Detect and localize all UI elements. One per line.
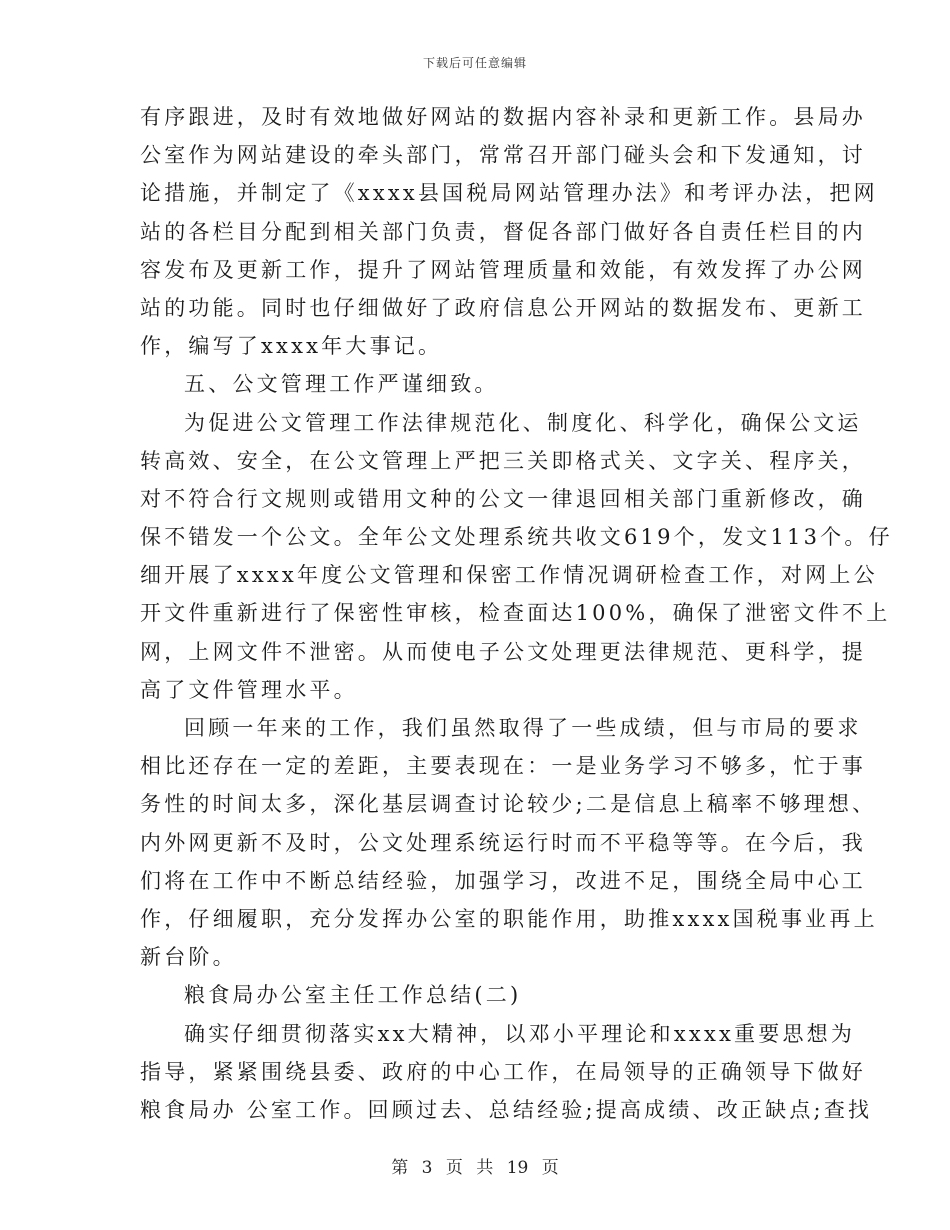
text-line: 论措施，并制定了《xxxx县国税局网站管理办法》和考评办法，把网 [140, 181, 878, 206]
text-line: 确实仔细贯彻落实xx大精神，以邓小平理论和xxxx重要思想为 [184, 1021, 856, 1046]
text-line: 转高效、安全，在公文管理上严把三关即格式关、文字关、程序关， [140, 448, 866, 473]
page-number-footer: 第 3 页 共 19 页 [391, 1158, 559, 1178]
text-line: 有序跟进，及时有效地做好网站的数据内容补录和更新工作。县局办 [140, 105, 866, 129]
page-header: 下载后可任意编辑 [422, 56, 527, 70]
text-line: 务性的时间太多，深化基层调查讨论较少;二是信息上稿率不够理想、 [140, 792, 877, 817]
text-line: 新台阶。 [140, 945, 237, 970]
text-line: 内外网更新不及时，公文处理系统运行时而不平稳等等。在今后，我 [140, 830, 866, 855]
text-line: 站的功能。同时也仔细做好了政府信息公开网站的数据发布、更新工 [140, 295, 866, 320]
text-line: 站的各栏目分配到相关部门负责，督促各部门做好各自责任栏目的内 [140, 219, 866, 244]
text-line: 开文件重新进行了保密性审核，检查面达100%，确保了泄密文件不上 [140, 601, 891, 626]
text-line: 们将在工作中不断总结经验，加强学习，改进不足，围绕全局中心工 [140, 868, 866, 893]
text-line: 公室作为网站建设的牵头部门，常常召开部门碰头会和下发通知，讨 [140, 143, 866, 168]
text-line: 细开展了xxxx年度公文管理和保密工作情况调研检查工作，对网上公 [140, 563, 878, 588]
text-line: 对不符合行文规则或错用文种的公文一律退回相关部门重新修改，确 [140, 486, 866, 511]
text-line: 高了文件管理水平。 [140, 677, 358, 702]
text-line: 回顾一年来的工作，我们虽然取得了一些成绩，但与市局的要求 [184, 716, 862, 740]
text-line: 作，仔细履职，充分发挥办公室的职能作用，助推xxxx国税事业再上 [140, 906, 878, 931]
text-line: 为促进公文管理工作法律规范化、制度化、科学化，确保公文运 [184, 410, 862, 435]
document-body [140, 98, 893, 1129]
text-line: 相比还存在一定的差距，主要表现在：一是业务学习不够多，忙于事 [140, 754, 866, 779]
text-line: 粮食局办 公室工作。回顾过去、总结经验;提高成绩、改正缺点;查找 [140, 1097, 873, 1122]
text-line: 容发布及更新工作，提升了网站管理质量和效能，有效发挥了办公网 [140, 257, 866, 282]
text-line: 保不错发一个公文。全年公文处理系统共收文619个，发文113个。仔 [140, 525, 893, 550]
text-line: 指导，紧紧围绕县委、政府的中心工作，在局领导的正确领导下做好 [140, 1059, 866, 1084]
section-heading: 五、公文管理工作严谨细致。 [184, 372, 499, 397]
section-title: 粮食局办公室主任工作总结(二) [184, 983, 522, 1008]
text-line: 网，上网文件不泄密。从而使电子公文处理更法律规范、更科学，提 [140, 639, 866, 664]
text-line: 作，编写了xxxx年大事记。 [140, 334, 443, 359]
